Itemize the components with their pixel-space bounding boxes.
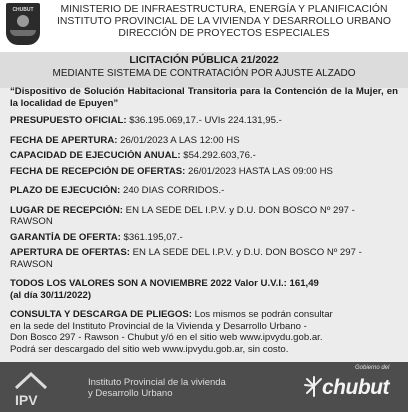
footer [0, 362, 408, 412]
presupuesto-value: $36.195.069,17.- UVIs 224.131,95.- [126, 115, 282, 126]
consulta-line-4: Podrá ser descargado del sitio web www.ipvydu.gob.ar, sin costo. [10, 343, 289, 355]
valores-row-2 [10, 290, 398, 302]
consulta-line-3: Don Bosco 297 - Rawson - Chubut y/ó en el sitio web www.ipvydu.gob.ar. [10, 332, 323, 343]
capacidad-value: $54.292.603,76.- [180, 150, 256, 161]
crest-sun-icon [17, 15, 29, 27]
consulta-row [10, 309, 398, 321]
notice-body [10, 86, 398, 355]
crest-sea-icon [10, 30, 36, 36]
apertura-ofertas-row [10, 247, 398, 259]
garantia-value: $361.195,07.- [120, 231, 183, 243]
presupuesto-label: PRESUPUESTO OFICIAL: [10, 115, 127, 126]
chubut-gob-text: Gobierno del [355, 365, 390, 371]
ipv-name [88, 377, 226, 399]
valores-date: (al día 30/11/2022) [10, 289, 92, 301]
ipv-logo-icon [12, 370, 82, 408]
garantia-row [10, 232, 398, 244]
plazo-label: PLAZO DE EJECUCIÓN: [10, 185, 121, 196]
ipv-name-line-2: y Desarrollo Urbano [88, 388, 173, 399]
valores-row [10, 278, 398, 290]
title-block [0, 52, 408, 88]
apertura-label: FECHA DE APERTURA: [10, 134, 118, 146]
ipv-name-line-1: Instituto Provincial de la vivienda [88, 377, 226, 388]
capacidad-row [10, 150, 398, 162]
presupuesto-row [10, 115, 398, 127]
project-name: “Dispositivo de Solución Habitacional Transitoria para la Contención de la Mujer, en la localidad de Epuyen” [10, 86, 398, 109]
ministry-line-2: INSTITUTO PROVINCIAL DE LA VIVIENDA Y DESARROLLO URBANO [57, 16, 391, 27]
recepcion-value: 26/01/2023 HASTA LAS 09:00 HS [185, 165, 333, 177]
apertura-value: 26/01/2023 A LAS 12:00 HS [117, 134, 240, 146]
apertura-row [10, 135, 398, 147]
consulta-label: CONSULTA Y DESCARGA DE PLIEGOS: [10, 309, 192, 320]
garantia-label: GARANTÍA DE OFERTA: [10, 231, 121, 243]
ministry-heading [44, 4, 404, 40]
lugar-row-2: RAWSON [10, 216, 53, 227]
apertura-ofertas-row-2: RAWSON [10, 258, 53, 270]
ipv-logo-text: IPV [15, 392, 38, 408]
consulta-line-2: en la sede del Instituto Provincial de la Vivienda y Desarrollo Urbano - [10, 320, 307, 332]
chubut-logo-text: chubut [322, 376, 389, 399]
plazo-value: 240 DIAS CORRIDOS.- [120, 185, 225, 196]
tender-title: LICITACIÓN PÚBLICA 21/2022 [129, 54, 279, 66]
plazo-row [10, 185, 398, 197]
recepcion-row [10, 166, 398, 178]
tender-subtitle: MEDIANTE SISTEMA DE CONTRATACIÓN POR AJUSTE ALZADO [52, 68, 356, 79]
header [0, 0, 408, 52]
valores-text: TODOS LOS VALORES SON A NOVIEMBRE 2022 Valor U.V.I.: 161,49 [10, 278, 319, 289]
lugar-label: LUGAR DE RECEPCIÓN: [10, 204, 123, 216]
consulta-line-1: Los mismos se podrán consultar [191, 309, 333, 320]
lugar-value: EN LA SEDE DEL I.P.V. y D.U. DON BOSCO Nº 297 - [123, 204, 355, 216]
crest-text: CHUBUT [12, 7, 34, 13]
apertura-ofertas-value: EN LA SEDE DEL I.P.V. y D.U. DON BOSCO Nº 297 - [129, 247, 362, 258]
recepcion-label: FECHA DE RECEPCIÓN DE OFERTAS: [10, 165, 186, 177]
lugar-row [10, 205, 398, 217]
capacidad-label: CAPACIDAD DE EJECUCIÓN ANUAL: [10, 150, 181, 161]
ministry-line-3: DIRECCIÓN DE PROYECTOS ESPECIALES [118, 28, 330, 39]
province-crest-icon [6, 3, 40, 45]
apertura-ofertas-label: APERTURA DE OFERTAS: [10, 247, 130, 258]
ministry-line-1: MINISTERIO DE INFRAESTRUCTURA, ENERGÍA Y PLANIFICACIÓN [60, 4, 388, 15]
